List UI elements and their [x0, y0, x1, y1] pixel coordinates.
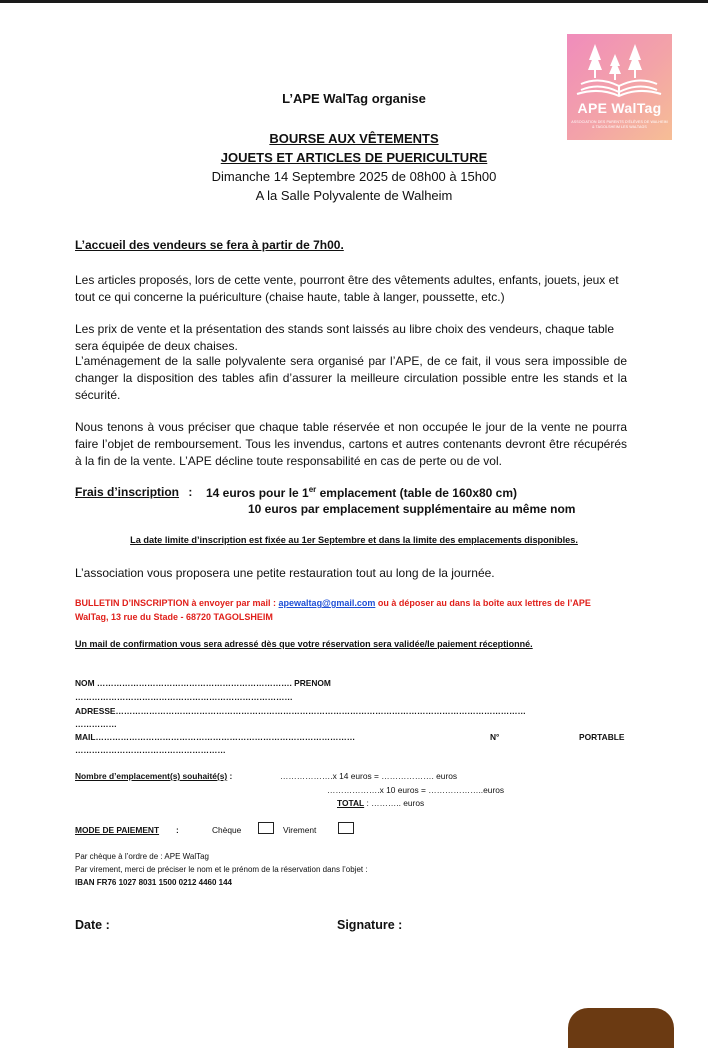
paragraph-refund: Nous tenons à vous préciser que chaque table réservée et non occupée le jour de la vente ne pourra faire l’objet de remboursement. Tous les invendus, cartons et autres contenants devront être récupérés à la fin de la vente. L’APE décline toute responsabilité en cas de perte ou de vol. — [75, 420, 627, 468]
cheque-label: Chèque — [212, 825, 242, 835]
bulletin-text: BULLETIN D’INSCRIPTION à envoyer par mail : — [75, 598, 279, 608]
iban: IBAN FR76 1027 8031 1500 0212 4460 144 — [75, 878, 233, 887]
total-row — [337, 798, 424, 808]
field-numero-label: N° — [490, 732, 500, 742]
fees-line2: 10 euros par emplacement supplémentaire au même nom — [248, 502, 576, 516]
fees-colon: : — [188, 485, 193, 499]
virement-label: Virement — [283, 825, 317, 835]
field-portable-label: PORTABLE — [579, 732, 625, 742]
deadline-notice: La date limite d’inscription est fixée au 1er Septembre et dans la limite des emplacements disponibles. — [130, 535, 578, 545]
count-label: Nombre d’emplacement(s) souhaité(s) — [75, 771, 228, 781]
payment-label-row — [75, 825, 159, 835]
food-notice: L’association vous proposera une petite restauration tout au long de la journée. — [75, 566, 495, 580]
ape-waltag-logo — [567, 34, 672, 140]
date-field[interactable]: Date : — [75, 918, 110, 932]
field-mail[interactable]: MAIL………………………………………………………………………………… — [75, 732, 356, 742]
confirmation-notice: Un mail de confirmation vous sera adressé dès que votre réservation sera validée/le paiement réceptionné. — [75, 639, 533, 649]
organizer-line: L’APE WalTag organise — [282, 91, 426, 106]
welcome-line: L’accueil des vendeurs se fera à partir de 7h00. — [75, 238, 344, 252]
event-date: Dimanche 14 Septembre 2025 de 08h00 à 15h00 — [211, 169, 497, 184]
payment-colon: : — [176, 825, 179, 835]
virement-note: Par virement, merci de préciser le nom et le prénom de la réservation dans l’objet : — [75, 865, 368, 874]
count-label-row — [75, 771, 232, 781]
paragraph-prices: Les prix de vente et la présentation des stands sont laissés au libre choix des vendeurs, chaque table sera équipée de deux chaises. — [75, 322, 614, 353]
bulletin-address: WalTag, 13 rue du Stade - 68720 TAGOLSHEIM — [75, 612, 273, 622]
cheque-order-note: Par chèque à l’ordre de : APE WalTag — [75, 852, 209, 861]
count-14-line[interactable]: ……………….x 14 euros = ………………. euros — [280, 771, 458, 781]
count-10-line[interactable]: ……………….x 10 euros = ………………..euros — [327, 785, 505, 795]
payment-label: MODE DE PAIEMENT — [75, 825, 160, 835]
bulletin-text-post: ou à déposer au dans la boîte aux lettres de l’APE — [375, 598, 591, 608]
virement-checkbox[interactable] — [338, 822, 354, 834]
email-link[interactable]: apewaltag@gmail.com — [278, 598, 376, 608]
field-adresse[interactable]: ADRESSE………………………………………………………………………………………………………………………………… — [75, 706, 526, 716]
fees-line1-post: emplacement (table de 160x80 cm) — [316, 486, 518, 500]
field-nom-prenom[interactable]: NOM ……………………………………………………………. PRENOM — [75, 678, 331, 688]
fees-label-row — [75, 485, 192, 499]
cheque-checkbox[interactable] — [258, 822, 274, 834]
paragraph-layout: L’aménagement de la salle polyvalente sera organisé par l’APE, de ce fait, il vous sera impossible de changer la disposition des tables afin d’assurer la meilleure circulation possible entre les stands et la sécurité. — [75, 354, 627, 402]
logo-title: APE WalTag — [577, 100, 662, 116]
fees-line1 — [206, 485, 517, 500]
fees-label: Frais d’inscription — [75, 485, 180, 499]
bulletin-line1 — [75, 598, 591, 608]
event-place: A la Salle Polyvalente de Walheim — [255, 188, 453, 203]
field-adresse-cont[interactable]: …………… — [75, 719, 117, 729]
fees-line1-sup: er — [308, 485, 317, 494]
signature-field[interactable]: Signature : — [337, 918, 403, 932]
event-title-line2: JOUETS ET ARTICLES DE PUERICULTURE — [220, 150, 488, 165]
total-value[interactable]: : ……….. euros — [364, 798, 425, 808]
top-bar — [0, 0, 708, 3]
floating-overlay-button[interactable] — [568, 1008, 674, 1048]
total-label: TOTAL — [337, 798, 365, 808]
event-title-line1: BOURSE AUX VÊTEMENTS — [269, 131, 439, 146]
logo-subtitle: ASSOCIATION DES PARENTS D'ÉLÈVES DE WALHEIM & TAGOLSHEIM LES WALTAGS — [571, 120, 668, 129]
count-colon: : — [227, 771, 233, 781]
paragraph-articles: Les articles proposés, lors de cette vente, pourront être des vêtements adultes, enfants, jouets, jeux et tout ce qui concerne la puériculture (chaise haute, table à langer, poussette, etc.) — [75, 273, 619, 304]
field-mail-cont[interactable]: ……………………………………………… — [75, 745, 226, 755]
fees-line1-pre: 14 euros pour le 1 — [206, 486, 309, 500]
field-prenom-cont[interactable]: …………………………………………………………………… — [75, 692, 293, 702]
